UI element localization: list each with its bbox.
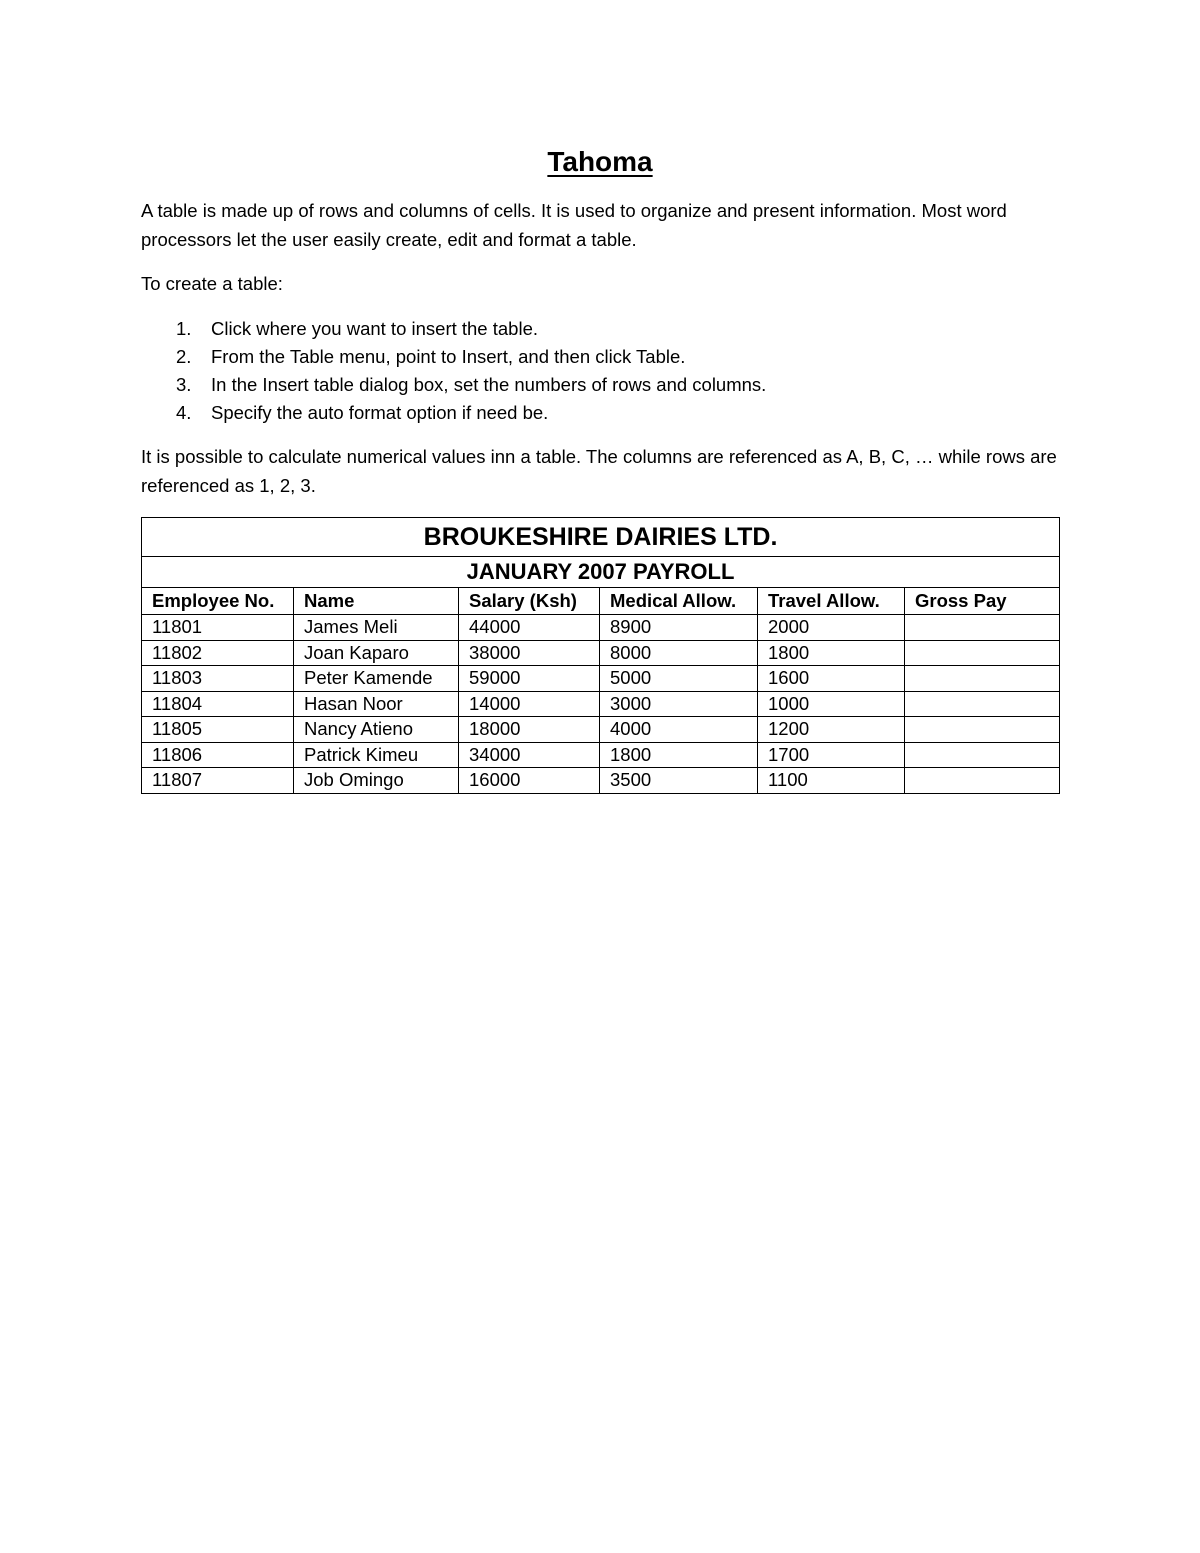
step-number: 3. bbox=[176, 373, 192, 395]
column-header-gross-pay: Gross Pay bbox=[905, 588, 1060, 615]
name-cell: Nancy Atieno bbox=[294, 717, 459, 743]
name-cell: Peter Kamende bbox=[294, 666, 459, 692]
gross-pay-cell bbox=[905, 615, 1060, 641]
period-row bbox=[142, 557, 1060, 588]
gross-pay-cell bbox=[905, 742, 1060, 768]
list-item bbox=[141, 399, 1059, 427]
column-header-name: Name bbox=[294, 588, 459, 615]
gross-pay-cell bbox=[905, 691, 1060, 717]
medical-allow-cell: 3000 bbox=[600, 691, 758, 717]
name-cell: James Meli bbox=[294, 615, 459, 641]
employee-no-cell: 11802 bbox=[142, 640, 294, 666]
table-row bbox=[142, 742, 1060, 768]
document-body bbox=[141, 197, 1059, 500]
medical-allow-cell: 8900 bbox=[600, 615, 758, 641]
medical-allow-cell: 1800 bbox=[600, 742, 758, 768]
step-text: From the Table menu, point to Insert, and then click Table. bbox=[211, 345, 686, 367]
column-header-salary: Salary (Ksh) bbox=[459, 588, 600, 615]
company-name: BROUKESHIRE DAIRIES LTD. bbox=[142, 518, 1060, 557]
header-row bbox=[142, 588, 1060, 615]
travel-allow-cell: 1800 bbox=[758, 640, 905, 666]
employee-no-cell: 11807 bbox=[142, 768, 294, 794]
step-number: 1. bbox=[176, 317, 192, 339]
column-header-medical-allow: Medical Allow. bbox=[600, 588, 758, 615]
name-cell: Joan Kaparo bbox=[294, 640, 459, 666]
step-text: Specify the auto format option if need be. bbox=[211, 402, 549, 424]
table-row bbox=[142, 768, 1060, 794]
gross-pay-cell bbox=[905, 640, 1060, 666]
medical-allow-cell: 4000 bbox=[600, 717, 758, 743]
salary-cell: 14000 bbox=[459, 691, 600, 717]
travel-allow-cell: 2000 bbox=[758, 615, 905, 641]
name-cell: Hasan Noor bbox=[294, 691, 459, 717]
table-row bbox=[142, 691, 1060, 717]
page-title: Tahoma bbox=[547, 146, 653, 177]
intro-paragraph: A table is made up of rows and columns of cells. It is used to organize and present information. Most word processors let the user easily create, edit and format a table. bbox=[141, 200, 1007, 250]
list-item bbox=[141, 315, 1059, 343]
list-item bbox=[141, 371, 1059, 399]
employee-no-cell: 11801 bbox=[142, 615, 294, 641]
table-row bbox=[142, 615, 1060, 641]
medical-allow-cell: 8000 bbox=[600, 640, 758, 666]
create-table-heading: To create a table: bbox=[141, 273, 283, 294]
gross-pay-cell bbox=[905, 768, 1060, 794]
travel-allow-cell: 1700 bbox=[758, 742, 905, 768]
step-text: Click where you want to insert the table. bbox=[211, 317, 538, 339]
employee-no-cell: 11803 bbox=[142, 666, 294, 692]
column-header-travel-allow: Travel Allow. bbox=[758, 588, 905, 615]
name-cell: Patrick Kimeu bbox=[294, 742, 459, 768]
medical-allow-cell: 5000 bbox=[600, 666, 758, 692]
table-row bbox=[142, 666, 1060, 692]
gross-pay-cell bbox=[905, 717, 1060, 743]
salary-cell: 34000 bbox=[459, 742, 600, 768]
salary-cell: 16000 bbox=[459, 768, 600, 794]
salary-cell: 18000 bbox=[459, 717, 600, 743]
list-item bbox=[141, 343, 1059, 371]
step-text: In the Insert table dialog box, set the numbers of rows and columns. bbox=[211, 373, 767, 395]
payroll-table bbox=[141, 517, 1060, 794]
name-cell: Job Omingo bbox=[294, 768, 459, 794]
calculation-note: It is possible to calculate numerical values inn a table. The columns are referenced as A, B, C, … while rows are referenced as 1, 2, 3. bbox=[141, 446, 1057, 496]
salary-cell: 38000 bbox=[459, 640, 600, 666]
company-row bbox=[142, 518, 1060, 557]
payroll-period: JANUARY 2007 PAYROLL bbox=[142, 557, 1060, 588]
travel-allow-cell: 1000 bbox=[758, 691, 905, 717]
step-number: 2. bbox=[176, 345, 192, 367]
employee-no-cell: 11805 bbox=[142, 717, 294, 743]
medical-allow-cell: 3500 bbox=[600, 768, 758, 794]
employee-no-cell: 11806 bbox=[142, 742, 294, 768]
column-header-employee-no: Employee No. bbox=[142, 588, 294, 615]
step-number: 4. bbox=[176, 402, 192, 424]
travel-allow-cell: 1100 bbox=[758, 768, 905, 794]
table-row bbox=[142, 717, 1060, 743]
gross-pay-cell bbox=[905, 666, 1060, 692]
salary-cell: 44000 bbox=[459, 615, 600, 641]
travel-allow-cell: 1600 bbox=[758, 666, 905, 692]
employee-no-cell: 11804 bbox=[142, 691, 294, 717]
table-row bbox=[142, 640, 1060, 666]
travel-allow-cell: 1200 bbox=[758, 717, 905, 743]
salary-cell: 59000 bbox=[459, 666, 600, 692]
steps-list bbox=[141, 315, 1059, 428]
